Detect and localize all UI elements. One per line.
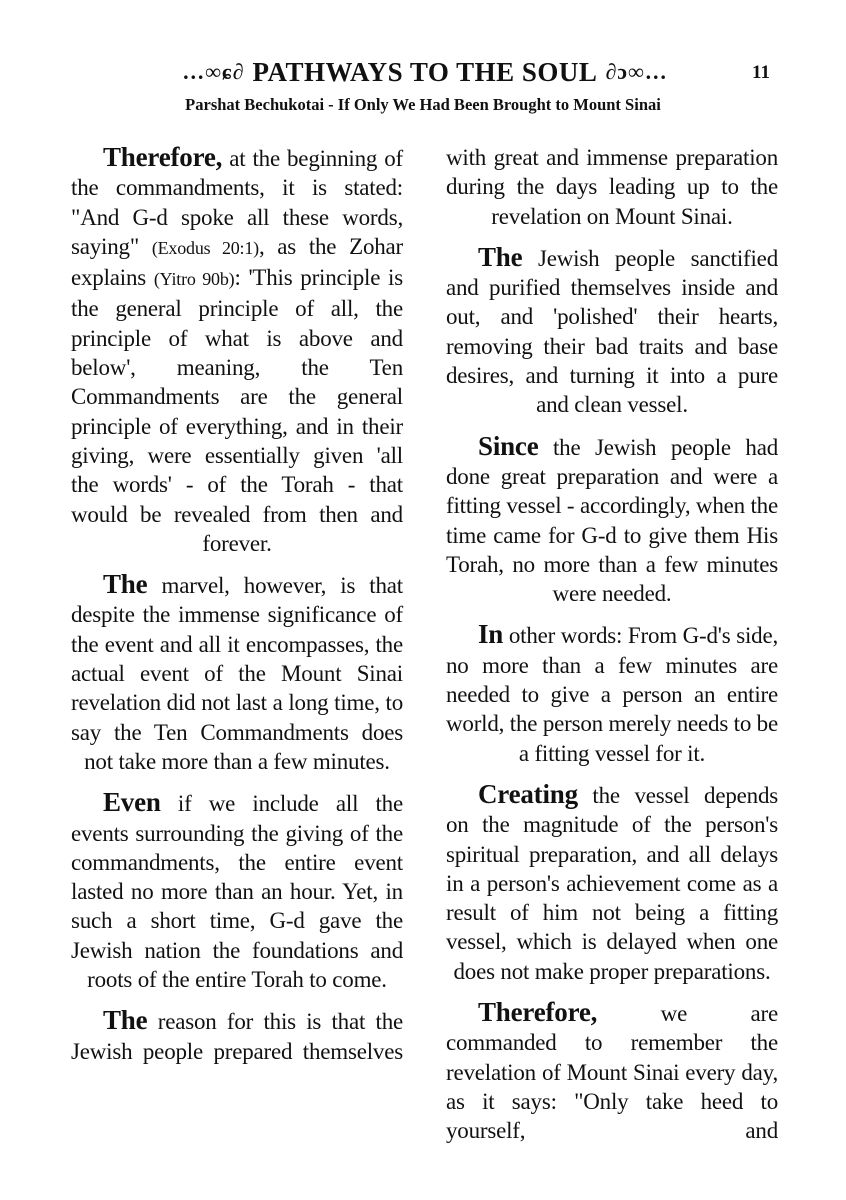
paragraph-text: at the beginning of the commandments, it is stated: "And G-d spoke all these words, saying" xyxy=(71,146,403,259)
paragraph-text: the vessel depends on the magnitude of the person's spiritual preparation, and all delays in a person's achievement come as a result of him not being a fitting vessel, which is delayed when one does not make proper preparations. xyxy=(446,782,778,984)
paragraph xyxy=(71,570,403,776)
paragraph-lead: Creating xyxy=(478,778,578,809)
book-title: PATHWAYS TO THE SOUL xyxy=(252,56,598,87)
paragraph xyxy=(446,143,778,231)
paragraph-text: reason for this is that the Jewish people prepared themselves xyxy=(71,1009,403,1064)
paragraph-text: the Jewish people had done great preparation and were a fitting vessel - accordingly, when the time came for G-d to give them His Torah, no more than a few minutes were needed. xyxy=(446,434,778,607)
citation: (Exodus 20:1) xyxy=(151,237,259,258)
paragraph xyxy=(71,788,403,994)
paragraph-lead: The xyxy=(478,241,523,272)
citation: (Yitro 90b) xyxy=(153,269,235,290)
paragraph-lead: Therefore, xyxy=(103,142,223,172)
paragraph xyxy=(446,432,778,609)
paragraph-text: marvel, however, is that despite the immense significance of the event and all it encompasses, the actual event of the Mount Sinai revelation did not last a long time, to say the Ten Commandments does not take more than a few minutes. xyxy=(71,573,403,774)
paragraph-text: other words: From G-d's side, no more than a few minutes are needed to give a person an entire world, the person merely needs to be a fitting vessel for it. xyxy=(446,623,778,766)
paragraph-lead: In xyxy=(478,619,504,650)
left-ornament-icon: …∞ɕ∂ xyxy=(182,59,245,84)
title-row xyxy=(130,54,720,90)
paragraph-lead: Since xyxy=(478,430,539,461)
paragraph-lead: Therefore, xyxy=(478,997,598,1028)
paragraph-lead: Even xyxy=(103,787,161,818)
page-number: 11 xyxy=(752,62,770,83)
paragraph-text: : 'This principle is the general principle of all, the principle of what is above and below', meaning, the Ten Commandments are the general principle of everything, and in their giving, were essentially given 'all the words' - of the Torah - that would be revealed from then and forever. xyxy=(71,265,403,556)
right-ornament-icon: ∂ɔ∞… xyxy=(605,59,668,84)
left-column xyxy=(71,143,403,1078)
paragraph xyxy=(446,998,778,1145)
paragraph-lead: The xyxy=(103,569,148,600)
paragraph xyxy=(446,243,778,420)
paragraph xyxy=(71,143,403,558)
paragraph-text: with great and immense preparation during the days leading up to the revelation on Mount Sinai. xyxy=(446,145,778,229)
paragraph-text: if we include all the events surrounding the giving of the commandments, the entire event lasted no more than an hour. Yet, in such a short time, G-d gave the Jewish nation the foundations and roots of the entire Torah to come. xyxy=(71,791,403,993)
right-column xyxy=(446,143,778,1158)
paragraph xyxy=(71,1006,403,1066)
paragraph-lead: The xyxy=(103,1005,148,1036)
chapter-subtitle: Parshat Bechukotai - If Only We Had Been Brought to Mount Sinai xyxy=(185,95,661,114)
paragraph-text: we are commanded to remember the revelation of Mount Sinai every day, as it says: "Only take heed to yourself, and xyxy=(446,1001,778,1144)
paragraph xyxy=(446,620,778,767)
paragraph xyxy=(446,780,778,986)
paragraph-text: Jewish people sanctified and purified themselves inside and out, and 'polished' their hearts, removing their bad traits and base desires, and turning it into a pure and clean vessel. xyxy=(446,245,778,418)
paragraph-text: , as the Zohar explains xyxy=(71,233,404,291)
